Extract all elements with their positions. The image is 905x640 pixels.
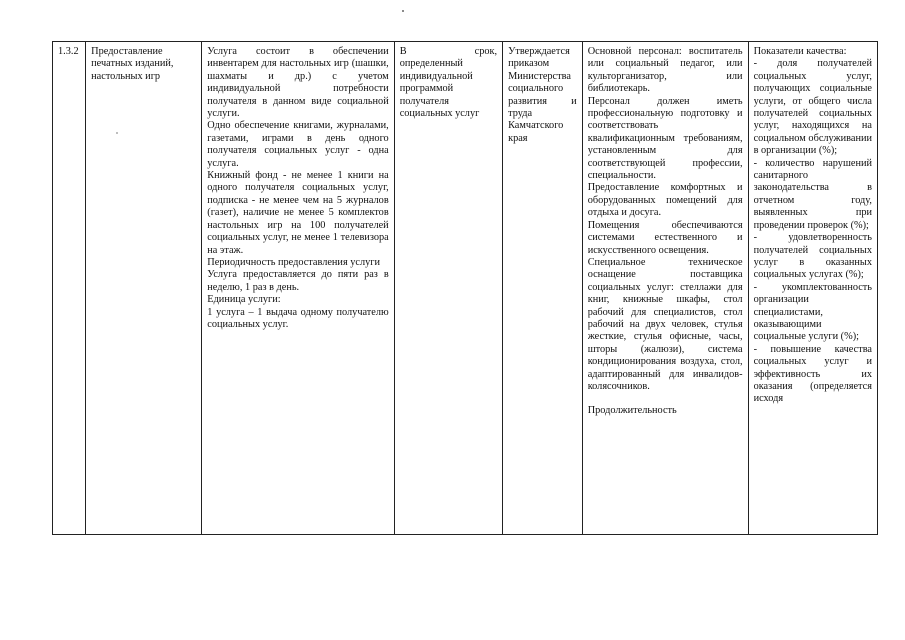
indicators-paragraph: - доля получателей социальных услуг, получающих социальные услуги, от общего числа получателей социальных услуг, находящихся на социальном обслуживании в организации (%); xyxy=(753,58,872,157)
cell-term xyxy=(394,42,502,535)
term-text: В срок, определенный индивидуальной программой получателя социальных услуг xyxy=(399,46,498,120)
indicators-paragraph: Показатели качества: xyxy=(753,46,847,57)
conditions-paragraph: Предоставление комфортных и оборудованных помещений для отдыха и досуга. xyxy=(587,182,743,219)
description-paragraph: Одно обеспечение книгами, журналами, газетами, играми в день одного получателя социальных услуг - одна услуга. xyxy=(207,120,389,169)
description-paragraph: Периодичность предоставления услуги xyxy=(207,256,380,268)
conditions-paragraph: Продолжительность xyxy=(587,405,677,417)
indicators-paragraph: - удовлетворенность получателей социальных услуг в оказанных социальных услугах (%); xyxy=(753,232,872,281)
description-paragraph: Услуга предоставляется до пяти раз в неделю, 1 раз в день. xyxy=(207,269,389,293)
row-number: 1.3.2 xyxy=(58,46,79,57)
indicators-paragraph: - укомплектованность организации специалистами, оказывающими социальные услуги (%); xyxy=(753,281,872,343)
conditions-paragraph: Основной персонал: воспитатель или социальный педагог, или культорганизатор, или библиотекарь. xyxy=(587,46,743,95)
cell-approval xyxy=(503,42,583,535)
description-paragraph: 1 услуга – 1 выдача одному получателю социальных услуг. xyxy=(207,306,389,330)
cell-service-name xyxy=(86,42,202,535)
indicators-paragraph: - количество нарушений санитарного законодательства в отчетном году, выявленных при проведении проверок (%); xyxy=(753,157,872,231)
description-paragraph: Единица услуги: xyxy=(207,294,281,306)
description-paragraph: Услуга состоит в обеспечении инвентарем для настольных игр (шашки, шахматы и др.) с учетом индивидуальной потребности получателя в данном виде социальной услуги. xyxy=(207,46,389,120)
conditions-paragraph: Помещения обеспечиваются системами естественного и искусственного освещения. xyxy=(587,219,743,256)
conditions-paragraph: Специальное техническое оснащение поставщика социальных услуг: стеллажи для книг, книжные шкафы, стол рабочий для специалистов, стол рабочий на двух человек, стулья жесткие, стулья офисные, часы, шторы (жалюзи), система кондиционирования воздуха, стол, адаптированный для инвалидов-колясочников. xyxy=(587,256,743,392)
conditions-paragraph: Персонал должен иметь профессиональную подготовку и соответствовать квалификационным требованиям, установленным для соответствующей профессии, специальности. xyxy=(587,95,743,182)
description-paragraph: Книжный фонд - не менее 1 книги на одного получателя социальных услуг, подписка - не менее чем на 5 журналов (газет), наличие не менее 5 комплектов настольных игр на 100 получателей социальных услуг, не менее 1 телевизора на этаж. xyxy=(207,170,389,256)
cell-description xyxy=(202,42,394,535)
cell-number xyxy=(53,42,86,535)
cell-conditions xyxy=(582,42,748,535)
scan-speck xyxy=(402,10,404,12)
cell-indicators xyxy=(748,42,877,535)
table-row xyxy=(53,42,878,535)
service-name: Предоставление печатных изданий, настольных игр xyxy=(91,46,174,82)
services-table xyxy=(52,41,878,535)
indicators-paragraph: - повышение качества социальных услуг и эффективность их оказания (определяется исходя xyxy=(753,343,872,405)
approval-text: Утверждается приказом Министерства социального развития и труда Камчатского края xyxy=(508,46,577,144)
paragraph-gap xyxy=(588,393,743,405)
